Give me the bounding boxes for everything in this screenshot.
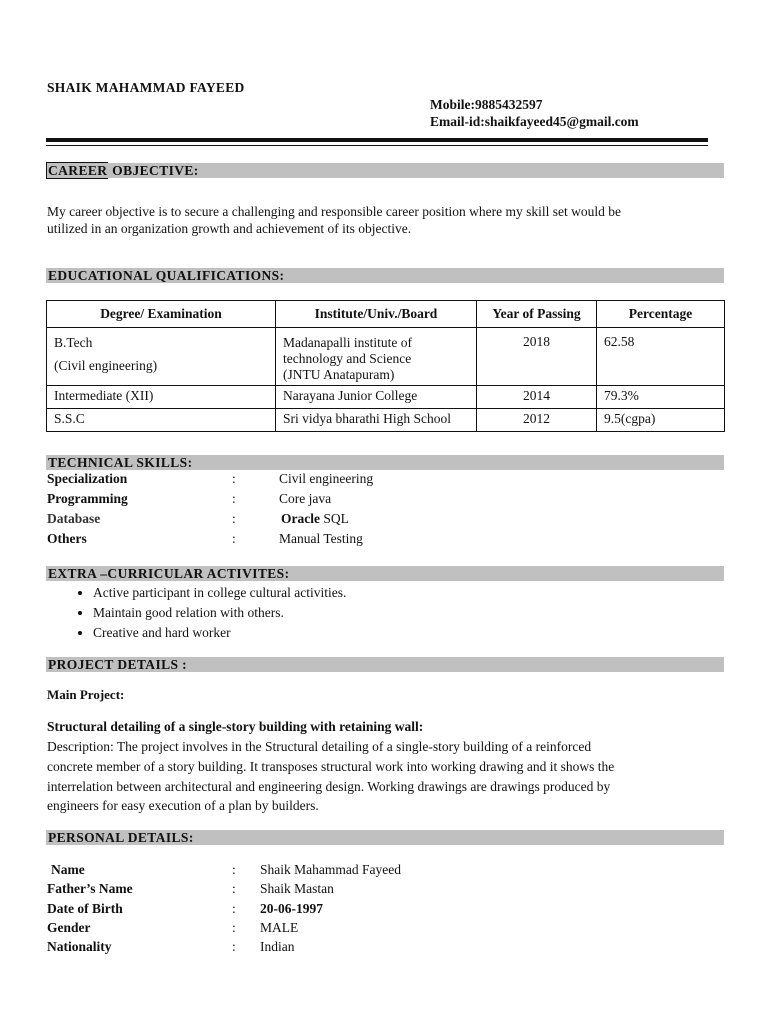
list-item: • Maintain good relation with others. — [93, 603, 346, 623]
personal-colon: : — [232, 901, 236, 916]
career-heading-word: CAREER — [48, 163, 108, 178]
skill-value-database-bold: Oracle — [281, 511, 320, 526]
institute-line: (JNTU Anatapuram) — [283, 367, 395, 382]
skill-label-others: Others — [47, 531, 87, 546]
personal-value-gender: MALE — [260, 920, 299, 935]
personal-label-gender: Gender — [47, 920, 91, 935]
header-divider-thin — [46, 145, 708, 146]
skill-colon: : — [232, 531, 236, 546]
personal-label-name: Name — [51, 862, 85, 877]
year-cell: 2012 — [477, 409, 597, 432]
degree-cell: S.S.C — [47, 409, 276, 432]
institute-cell: Sri vidya bharathi High School — [276, 409, 477, 432]
main-project-label: Main Project: — [47, 687, 125, 702]
list-item: • Active participant in college cultural activities. — [93, 583, 346, 603]
project-description-line-2: concrete member of a story building. It transposes structural work into working drawing and it shows the — [47, 759, 615, 774]
col-header-year: Year of Passing — [477, 301, 597, 328]
year-cell: 2018 — [477, 328, 597, 386]
skill-colon: : — [232, 471, 236, 486]
degree-cell: Intermediate (XII) — [47, 386, 276, 409]
skill-value-database — [281, 511, 349, 527]
institute-cell: Narayana Junior College — [276, 386, 477, 409]
career-heading-rest: OBJECTIVE: — [108, 163, 199, 178]
percentage-cell: 79.3% — [597, 386, 725, 409]
education-table — [46, 300, 725, 432]
skill-label-database: Database — [47, 511, 101, 526]
percentage-cell: 9.5(cgpa) — [597, 409, 725, 432]
project-title: Structural detailing of a single-story building with retaining wall: — [47, 719, 424, 734]
extra-curricular-heading: EXTRA –CURRICULAR ACTIVITES: — [46, 566, 724, 581]
col-header-degree: Degree/ Examination — [47, 301, 276, 328]
project-description-line-1: Description: The project involves in the Structural detailing of a single-story building of a reinforced — [47, 739, 592, 754]
education-table-header-row — [47, 301, 725, 328]
project-details-heading: PROJECT DETAILS : — [46, 657, 724, 672]
skill-value-programming: Core java — [279, 491, 332, 506]
career-objective-heading — [46, 163, 724, 178]
year-cell: 2014 — [477, 386, 597, 409]
personal-label-dob: Date of Birth — [47, 901, 123, 916]
table-row — [47, 409, 725, 432]
degree-name: B.Tech — [54, 335, 93, 350]
skill-label-programming: Programming — [47, 491, 128, 506]
skill-value-others: Manual Testing — [279, 531, 363, 546]
institute-line: technology and Science — [283, 351, 412, 366]
institute-cell — [276, 328, 477, 386]
skill-colon: : — [232, 491, 236, 506]
technical-skills-heading: TECHNICAL SKILLS: — [46, 455, 724, 470]
col-header-percentage: Percentage — [597, 301, 725, 328]
skill-colon: : — [232, 511, 236, 526]
personal-value-name: Shaik Mahammad Fayeed — [260, 862, 401, 877]
email-address: Email-id:shaikfayeed45@gmail.com — [430, 114, 639, 129]
personal-value-nationality: Indian — [260, 939, 295, 954]
personal-colon: : — [232, 939, 236, 954]
skill-value-specialization: Civil engineering — [279, 471, 374, 486]
personal-label-nationality: Nationality — [47, 939, 112, 954]
percentage-cell: 62.58 — [597, 328, 725, 386]
skill-label-specialization: Specialization — [47, 471, 128, 486]
col-header-institute: Institute/Univ./Board — [276, 301, 477, 328]
personal-details-heading: PERSONAL DETAILS: — [46, 830, 724, 845]
institute-line: Madanapalli institute of — [283, 335, 412, 350]
project-description-line-3: interrelation between architectural and engineering design. Working drawings are drawings produced by — [47, 779, 611, 794]
personal-value-father-name: Shaik Mastan — [260, 881, 334, 896]
header-divider-thick — [46, 138, 708, 142]
project-description-line-4: engineers for easy execution of a plan by builders. — [47, 798, 319, 813]
personal-colon: : — [232, 920, 236, 935]
list-item: • Creative and hard worker — [93, 623, 346, 643]
skill-value-database-rest: SQL — [319, 511, 349, 526]
career-objective-line-1: My career objective is to secure a challenging and responsible career position where my skill set would be — [47, 204, 621, 219]
mobile-number: Mobile:9885432597 — [430, 97, 543, 112]
table-row — [47, 328, 725, 386]
degree-branch: (Civil engineering) — [54, 358, 158, 373]
table-row — [47, 386, 725, 409]
extra-curricular-list — [47, 583, 346, 643]
career-objective-line-2: utilized in an organization growth and achievement of its objective. — [47, 221, 412, 236]
personal-colon: : — [232, 862, 236, 877]
personal-value-dob: 20-06-1997 — [260, 901, 323, 916]
personal-colon: : — [232, 881, 236, 896]
degree-cell — [47, 328, 276, 386]
candidate-name: SHAIK MAHAMMAD FAYEED — [47, 80, 245, 95]
education-heading: EDUCATIONAL QUALIFICATIONS: — [46, 268, 724, 283]
personal-label-father-name: Father’s Name — [47, 881, 133, 896]
